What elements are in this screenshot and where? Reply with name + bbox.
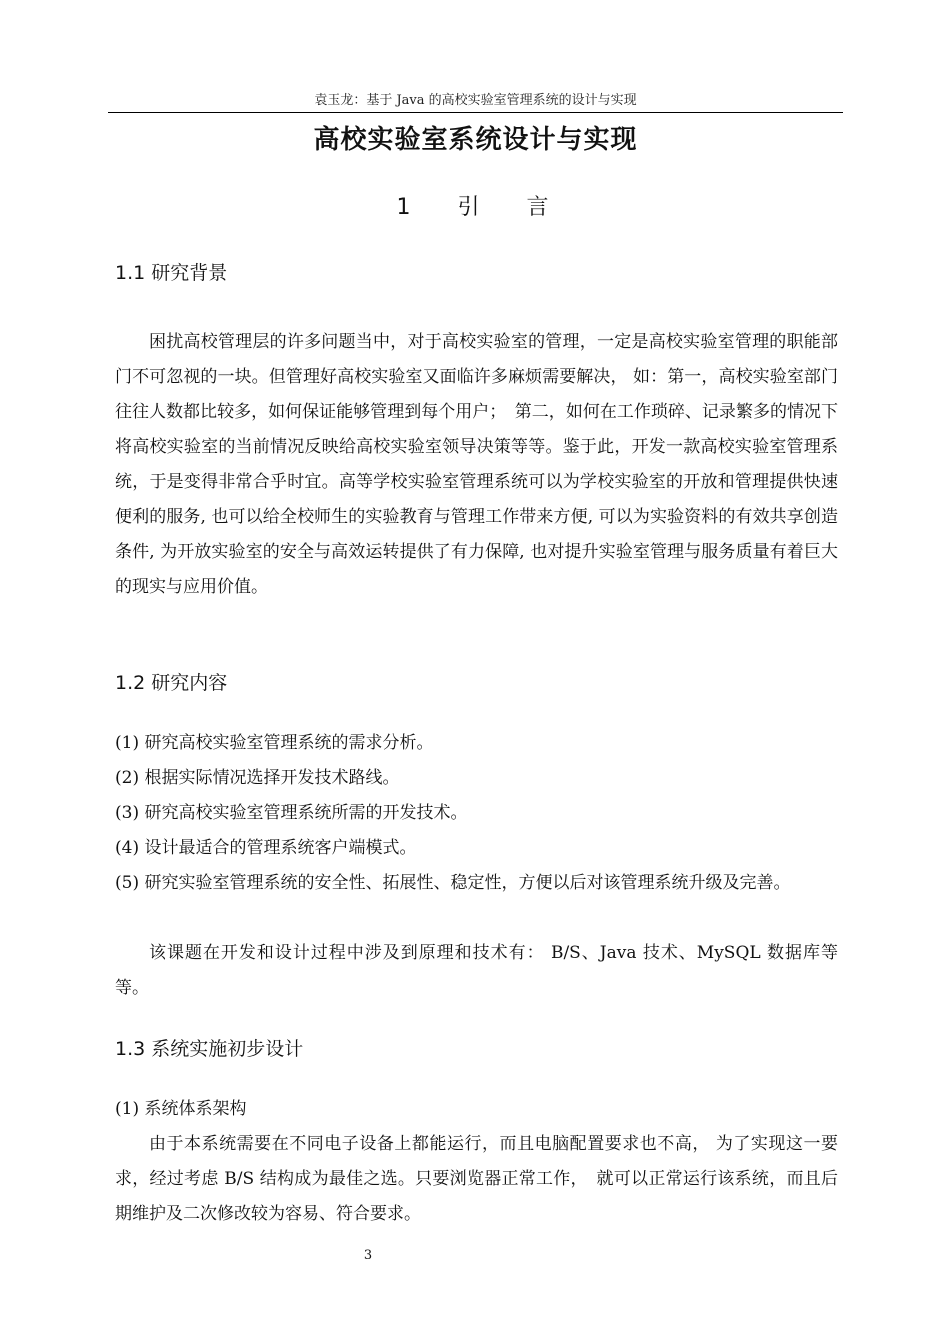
list-item: (1) 系统体系架构 [115, 1099, 247, 1119]
list-item: (4) 设计最适合的管理系统客户端模式。 [115, 838, 417, 858]
list-item: (1) 研究高校实验室管理系统的需求分析。 [115, 733, 434, 753]
paragraph-technologies: 该课题在开发和设计过程中涉及到原理和技术有： B/S、Java 技术、MySQL 数据库等等。 [115, 943, 838, 998]
page-number: 3 [363, 1248, 373, 1263]
section-heading-1-1: 1.1 研究背景 [115, 262, 228, 284]
paragraph-research-background: 困扰高校管理层的许多问题当中，对于高校实验室的管理，一定是高校实验室管理的职能部门不可忽视的一块。但管理好高校实验室又面临许多麻烦需要解决， 如：第一，高校实验室部门往往人数都比较多，如何保证能够管理到每个用户； 第二，如何在工作琐碎、记录繁多的情况下将高校实验室的当前情况反映给高校实验室领导决策等等。鉴于此，开发一款高校实验室管理系统，于是变得非常合乎时宜。高等学校实验室管理系统可以为学校实验室的开放和管理提供快速便利的服务, 也可以给全校师生的实验教育与管理工作带来方便, 可以为实验资料的有效共享创造条件, 为开放实验室的安全与高效运转提供了有力保障, 也对提升实验室管理与服务质量有着巨大的现实与应用价值。 [115, 332, 838, 597]
header-rule [108, 112, 843, 113]
list-item: (5) 研究实验室管理系统的安全性、拓展性、稳定性，方便以后对该管理系统升级及完善。 [115, 873, 791, 893]
chapter-title: 1 引 言 [396, 195, 555, 220]
section-heading-1-2: 1.2 研究内容 [115, 672, 228, 694]
page-header: 袁玉龙：基于 Java 的高校实验室管理系统的设计与实现 [314, 93, 637, 108]
section-heading-1-3: 1.3 系统实施初步设计 [115, 1038, 304, 1060]
paragraph-system-architecture: 由于本系统需要在不同电子设备上都能运行，而且电脑配置要求也不高， 为了实现这一要求，经过考虑 B/S 结构成为最佳之选。只要浏览器正常工作， 就可以正常运行该系统，而且后期维护及二次修改较为容易、符合要求。 [115, 1134, 838, 1224]
list-item: (2) 根据实际情况选择开发技术路线。 [115, 768, 400, 788]
document-title: 高校实验室系统设计与实现 [313, 125, 638, 155]
list-item: (3) 研究高校实验室管理系统所需的开发技术。 [115, 803, 468, 823]
